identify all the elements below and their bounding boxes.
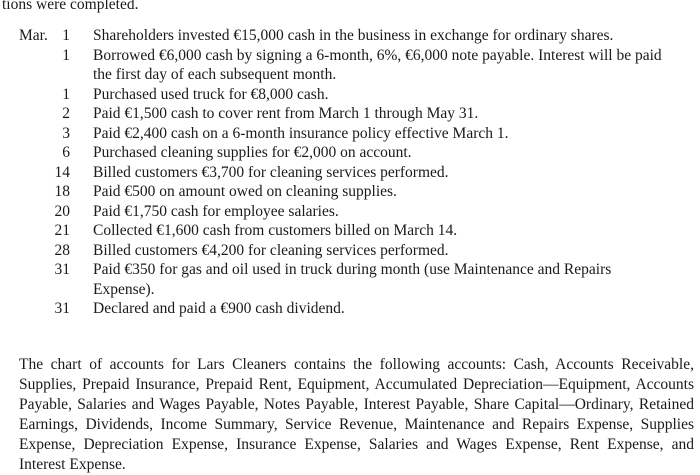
transaction-day: 21 xyxy=(54,222,70,239)
transaction-text: Paid €2,400 cash on a 6-month insurance policy effective March 1. xyxy=(93,124,509,142)
transaction-row xyxy=(0,241,700,261)
transaction-text: Paid €1,500 cash to cover rent from March 1 through May 31. xyxy=(93,105,479,122)
transaction-text: Declared and paid a €900 cash dividend. xyxy=(93,300,345,317)
transaction-row xyxy=(0,124,700,144)
transaction-row xyxy=(0,182,700,202)
transaction-day: 31 xyxy=(54,300,70,317)
transaction-day: 3 xyxy=(62,124,70,142)
transaction-day: 18 xyxy=(54,183,70,200)
transaction-text: Purchased used truck for €8,000 cash. xyxy=(93,85,329,103)
transaction-text: Collected €1,600 cash from customers billed on March 14. xyxy=(93,222,458,239)
transaction-row xyxy=(0,26,700,46)
transaction-day: 1 xyxy=(62,46,70,64)
transaction-list xyxy=(0,26,700,319)
transaction-row xyxy=(0,143,700,163)
chart-of-accounts-paragraph: The chart of accounts for Lars Cleaners contains the following accounts: Cash, Accounts Receivable, Supplies, Prepaid Insurance, Prepaid Rent, Equipment, Accumulated Depreciation—Equipment, Accounts Payable, Salaries and Wages Payable, Notes Payable, Interest Payable, Share Capital—Ordinary, Retained Earnings, Dividends, Income Summary, Service Revenue, Maintenance and Repairs Expense, Supplies Expense, Depreciation Expense, Insurance Expense, Salaries and Wages Expense, Rent Expense, and Interest Expense. xyxy=(19,355,694,473)
transaction-row xyxy=(0,85,700,105)
transaction-day: 6 xyxy=(62,144,70,161)
transaction-text: Paid €1,750 cash for employee salaries. xyxy=(93,202,339,220)
transaction-text: Billed customers €4,200 for cleaning services performed. xyxy=(93,241,449,259)
intro-fragment: tions were completed. xyxy=(2,0,139,13)
transaction-day: 28 xyxy=(54,241,70,259)
transaction-day: 1 xyxy=(62,85,70,103)
transaction-row xyxy=(0,104,700,124)
transaction-row xyxy=(0,202,700,222)
transaction-day: 1 xyxy=(62,27,70,44)
transaction-text: Purchased cleaning supplies for €2,000 on account. xyxy=(93,144,412,161)
transaction-text: Paid €350 for gas and oil used in truck during month (use Maintenance and Repairs Expense). xyxy=(93,261,612,298)
transaction-text: Billed customers €3,700 for cleaning services performed. xyxy=(93,163,449,181)
transaction-row xyxy=(0,260,700,299)
transaction-text: Shareholders invested €15,000 cash in the business in exchange for ordinary shares. xyxy=(93,27,614,44)
transaction-row xyxy=(0,163,700,183)
transaction-day: 2 xyxy=(62,105,70,122)
transaction-row xyxy=(0,221,700,241)
transaction-text: Borrowed €6,000 cash by signing a 6-month, 6%, €6,000 note payable. Interest will be paid the first day of each subsequent month. xyxy=(93,46,662,83)
transaction-day: 20 xyxy=(54,202,70,220)
transaction-day: 31 xyxy=(54,261,70,278)
transaction-row xyxy=(0,46,700,85)
transaction-text: Paid €500 on amount owed on cleaning supplies. xyxy=(93,183,397,200)
transaction-day: 14 xyxy=(54,163,70,181)
month-label: Mar. xyxy=(19,27,48,44)
transaction-row xyxy=(0,299,700,319)
